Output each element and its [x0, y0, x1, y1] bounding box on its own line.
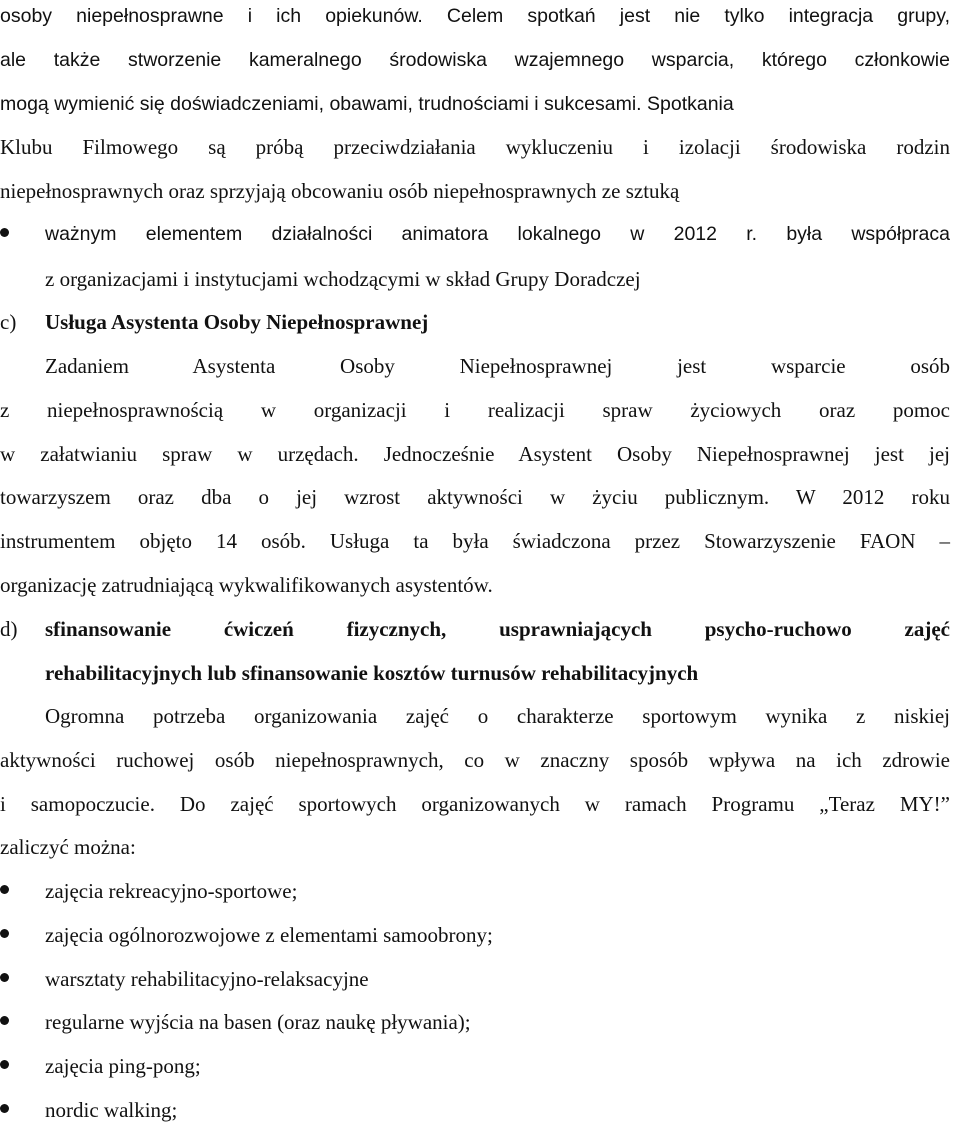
- bullet-icon: [0, 885, 9, 894]
- bullet-icon: [0, 929, 9, 938]
- paragraph-line: towarzyszem oraz dba o jej wzrost aktywności w życiu publicznym. W 2012 roku: [0, 485, 950, 509]
- paragraph-line: instrumentem objęto 14 osób. Usługa ta była świadczona przez Stowarzyszenie FAON –: [0, 529, 950, 553]
- list-item: zajęcia rekreacyjno-sportowe;: [45, 879, 298, 903]
- bullet-icon: [0, 973, 9, 982]
- section-heading-d: sfinansowanie ćwiczeń fizycznych, usprawniających psycho-ruchowo zajęć: [45, 617, 950, 641]
- bullet-icon: [0, 1060, 9, 1069]
- paragraph-line: ale także stworzenie kameralnego środowiska wzajemnego wsparcia, którego członkowie: [0, 49, 950, 71]
- paragraph-line: Klubu Filmowego są próbą przeciwdziałania wykluczeniu i izolacji środowiska rodzin: [0, 135, 950, 159]
- section-heading-d: rehabilitacyjnych lub sfinansowanie kosztów turnusów rehabilitacyjnych: [45, 661, 699, 685]
- section-heading-c: Usługa Asystenta Osoby Niepełnosprawnej: [45, 310, 429, 334]
- paragraph-line: organizację zatrudniającą wykwalifikowanych asystentów.: [0, 573, 493, 597]
- paragraph-line: aktywności ruchowej osób niepełnosprawnych, co w znaczny sposób wpływa na ich zdrowie: [0, 748, 950, 772]
- list-item-continuation: z organizacjami i instytucjami wchodzącymi w skład Grupy Doradczej: [45, 267, 641, 291]
- list-item: nordic walking;: [45, 1098, 178, 1122]
- list-item: zajęcia ogólnorozwojowe z elementami samoobrony;: [45, 923, 493, 947]
- section-marker-d: d): [0, 617, 18, 641]
- paragraph-line: zaliczyć można:: [0, 835, 136, 859]
- paragraph-line: Zadaniem Asystenta Osoby Niepełnosprawnej jest wsparcie osób: [45, 354, 950, 378]
- paragraph-line: w załatwianiu spraw w urzędach. Jednocześnie Asystent Osoby Niepełnosprawnej jest jej: [0, 442, 950, 466]
- list-item: zajęcia ping-pong;: [45, 1054, 201, 1078]
- list-item: warsztaty rehabilitacyjno-relaksacyjne: [45, 967, 369, 991]
- bullet-icon: [0, 228, 9, 237]
- paragraph-line: mogą wymienić się doświadczeniami, obawami, trudnościami i sukcesami. Spotkania: [0, 93, 734, 115]
- paragraph-line: niepełnosprawnych oraz sprzyjają obcowaniu osób niepełnosprawnych ze sztuką: [0, 179, 680, 203]
- paragraph-line: z niepełnosprawnością w organizacji i realizacji spraw życiowych oraz pomoc: [0, 398, 950, 422]
- paragraph-line: Ogromna potrzeba organizowania zajęć o charakterze sportowym wynika z niskiej: [45, 704, 950, 728]
- paragraph-line: osoby niepełnosprawne i ich opiekunów. Celem spotkań jest nie tylko integracja grupy,: [0, 5, 950, 27]
- list-item: ważnym elementem działalności animatora lokalnego w 2012 r. była współpraca: [45, 223, 950, 245]
- paragraph-line: i samopoczucie. Do zajęć sportowych organizowanych w ramach Programu „Teraz MY!”: [0, 792, 950, 816]
- bullet-icon: [0, 1016, 9, 1025]
- section-marker-c: c): [0, 310, 17, 334]
- list-item: regularne wyjścia na basen (oraz naukę pływania);: [45, 1010, 471, 1034]
- bullet-icon: [0, 1104, 9, 1113]
